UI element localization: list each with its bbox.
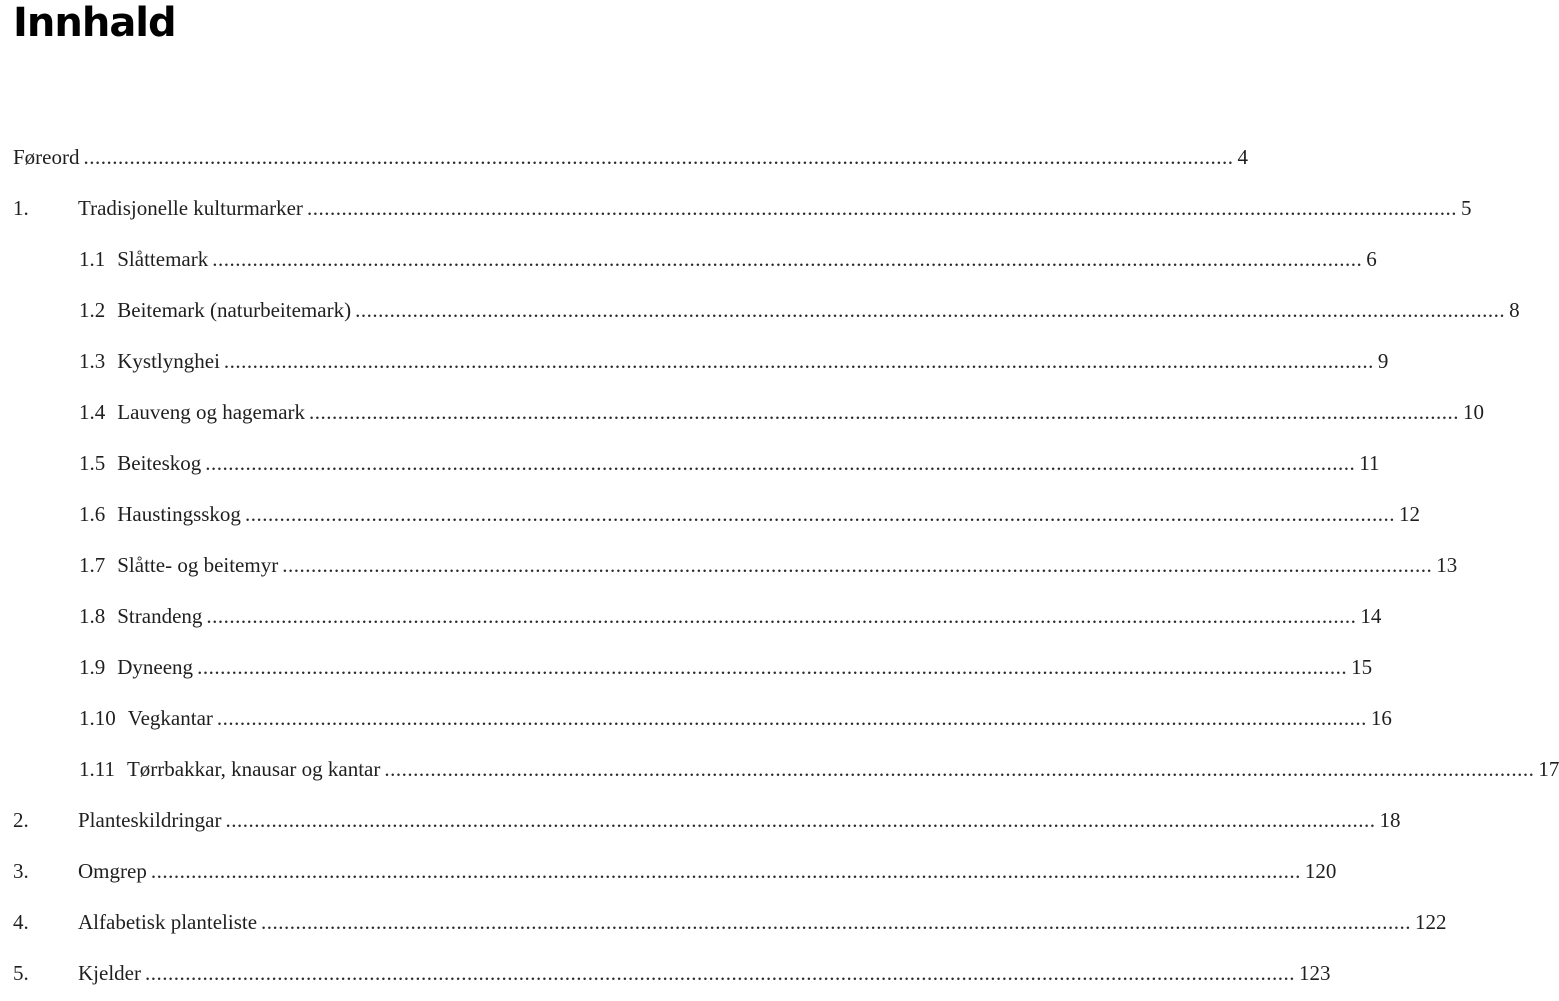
toc-entry-foreord[interactable] [13, 134, 1248, 185]
toc-entry-page: 18 [1379, 808, 1401, 832]
toc-entry-label: Strandeng [117, 604, 203, 628]
toc-entry-page: 14 [1360, 604, 1382, 628]
toc-entry-section-1-2[interactable] [13, 287, 1520, 338]
toc-entry-label: Haustingsskog [117, 502, 241, 526]
toc-entry-section-1-4[interactable] [13, 389, 1485, 440]
toc-entry-label: Omgrep [78, 859, 147, 883]
toc-entry-number: 5. [13, 961, 29, 985]
toc-entry-label: Alfabetisk planteliste [78, 910, 258, 934]
toc-entry-chapter-4[interactable] [13, 899, 1447, 950]
toc-entry-label: Lauveng og hagemark [117, 400, 306, 424]
toc-entry-label: Beiteskog [117, 451, 202, 475]
dot-leader: ........................................................................................................................................................................................................ [206, 604, 1357, 628]
toc-entry-number: 1.3 [79, 349, 106, 373]
dot-leader: ........................................................................................................................................................................................................ [244, 502, 1395, 526]
dot-leader: ........................................................................................................................................................................................................ [309, 400, 1460, 424]
toc-entry-number: 1.11 [79, 757, 115, 781]
dot-leader: ........................................................................................................................................................................................................ [306, 196, 1457, 220]
dot-leader: ........................................................................................................................................................................................................ [205, 451, 1356, 475]
toc-entry-page: 4 [1237, 145, 1248, 169]
toc-entry-number: 1.6 [79, 502, 106, 526]
dot-leader: ........................................................................................................................................................................................................ [83, 145, 1234, 169]
dot-leader: ........................................................................................................................................................................................................ [261, 910, 1412, 934]
toc-entry-label: Dyneeng [117, 655, 194, 679]
toc-entry-section-1-8[interactable] [13, 593, 1382, 644]
toc-entry-page: 12 [1398, 502, 1420, 526]
dot-leader: ........................................................................................................................................................................................................ [355, 298, 1506, 322]
toc-entry-page: 5 [1460, 196, 1472, 220]
toc-entry-section-1-9[interactable] [13, 644, 1373, 695]
toc-entry-number: 1. [13, 196, 29, 220]
toc-entry-number: 1.7 [79, 553, 106, 577]
toc-entry-page: 10 [1463, 400, 1485, 424]
toc-entry-page: 122 [1415, 910, 1447, 934]
toc-entry-number: 1.2 [79, 298, 106, 322]
toc-entry-number: 1.5 [79, 451, 106, 475]
toc-entry-label: Tørrbakkar, knausar og kantar [126, 757, 381, 781]
toc-entry-chapter-3[interactable] [13, 848, 1337, 899]
dot-leader: ........................................................................................................................................................................................................ [282, 553, 1433, 577]
toc-entry-page: 8 [1509, 298, 1520, 322]
toc-entry-section-1-11[interactable] [13, 746, 1559, 797]
dot-leader: ........................................................................................................................................................................................................ [212, 247, 1363, 271]
toc-entry-number: 1.1 [79, 247, 106, 271]
toc-entry-label: Føreord [13, 145, 80, 169]
toc-entry-section-1-7[interactable] [13, 542, 1458, 593]
toc-entry-section-1-5[interactable] [13, 440, 1380, 491]
toc-entry-page: 123 [1298, 961, 1331, 985]
toc-entry-label: Slåttemark [117, 247, 209, 271]
toc-entry-label: Vegkantar [127, 706, 213, 730]
toc-entry-label: Kjelder [78, 961, 141, 985]
table-of-contents [13, 134, 1559, 1001]
toc-entry-number: 4. [13, 910, 29, 934]
toc-entry-label: Slåtte- og beitemyr [117, 553, 279, 577]
toc-entry-number: 2. [13, 808, 29, 832]
toc-entry-section-1-1[interactable] [13, 236, 1377, 287]
toc-entry-chapter-2[interactable] [13, 797, 1401, 848]
toc-entry-page: 120 [1304, 859, 1337, 883]
toc-entry-section-1-3[interactable] [13, 338, 1389, 389]
toc-entry-page: 9 [1377, 349, 1389, 373]
toc-entry-section-1-10[interactable] [13, 695, 1392, 746]
dot-leader: ........................................................................................................................................................................................................ [216, 706, 1367, 730]
dot-leader: ........................................................................................................................................................................................................ [384, 757, 1535, 781]
toc-entry-page: 17 [1538, 757, 1559, 781]
toc-entry-label: Kystlynghei [117, 349, 220, 373]
toc-entry-number: 1.10 [79, 706, 116, 730]
toc-entry-page: 6 [1366, 247, 1377, 271]
dot-leader: ........................................................................................................................................................................................................ [225, 808, 1376, 832]
page-title: Innhald [13, 0, 176, 46]
toc-entry-number: 1.4 [79, 400, 106, 424]
toc-entry-label: Planteskildringar [78, 808, 222, 832]
toc-entry-label: Beitemark (naturbeitemark) [117, 298, 352, 322]
toc-entry-number: 3. [13, 859, 29, 883]
toc-entry-page: 16 [1370, 706, 1392, 730]
dot-leader: ........................................................................................................................................................................................................ [197, 655, 1348, 679]
toc-entry-page: 15 [1351, 655, 1373, 679]
toc-entry-page: 11 [1359, 451, 1380, 475]
toc-entry-label: Tradisjonelle kulturmarker [78, 196, 303, 220]
dot-leader: ........................................................................................................................................................................................................ [150, 859, 1301, 883]
toc-entry-page: 13 [1436, 553, 1458, 577]
dot-leader: ........................................................................................................................................................................................................ [223, 349, 1374, 373]
toc-entry-number: 1.9 [79, 655, 106, 679]
dot-leader: ........................................................................................................................................................................................................ [144, 961, 1295, 985]
toc-entry-section-1-6[interactable] [13, 491, 1420, 542]
toc-entry-number: 1.8 [79, 604, 106, 628]
toc-entry-chapter-5[interactable] [13, 950, 1331, 1001]
toc-entry-chapter-1[interactable] [13, 185, 1472, 236]
